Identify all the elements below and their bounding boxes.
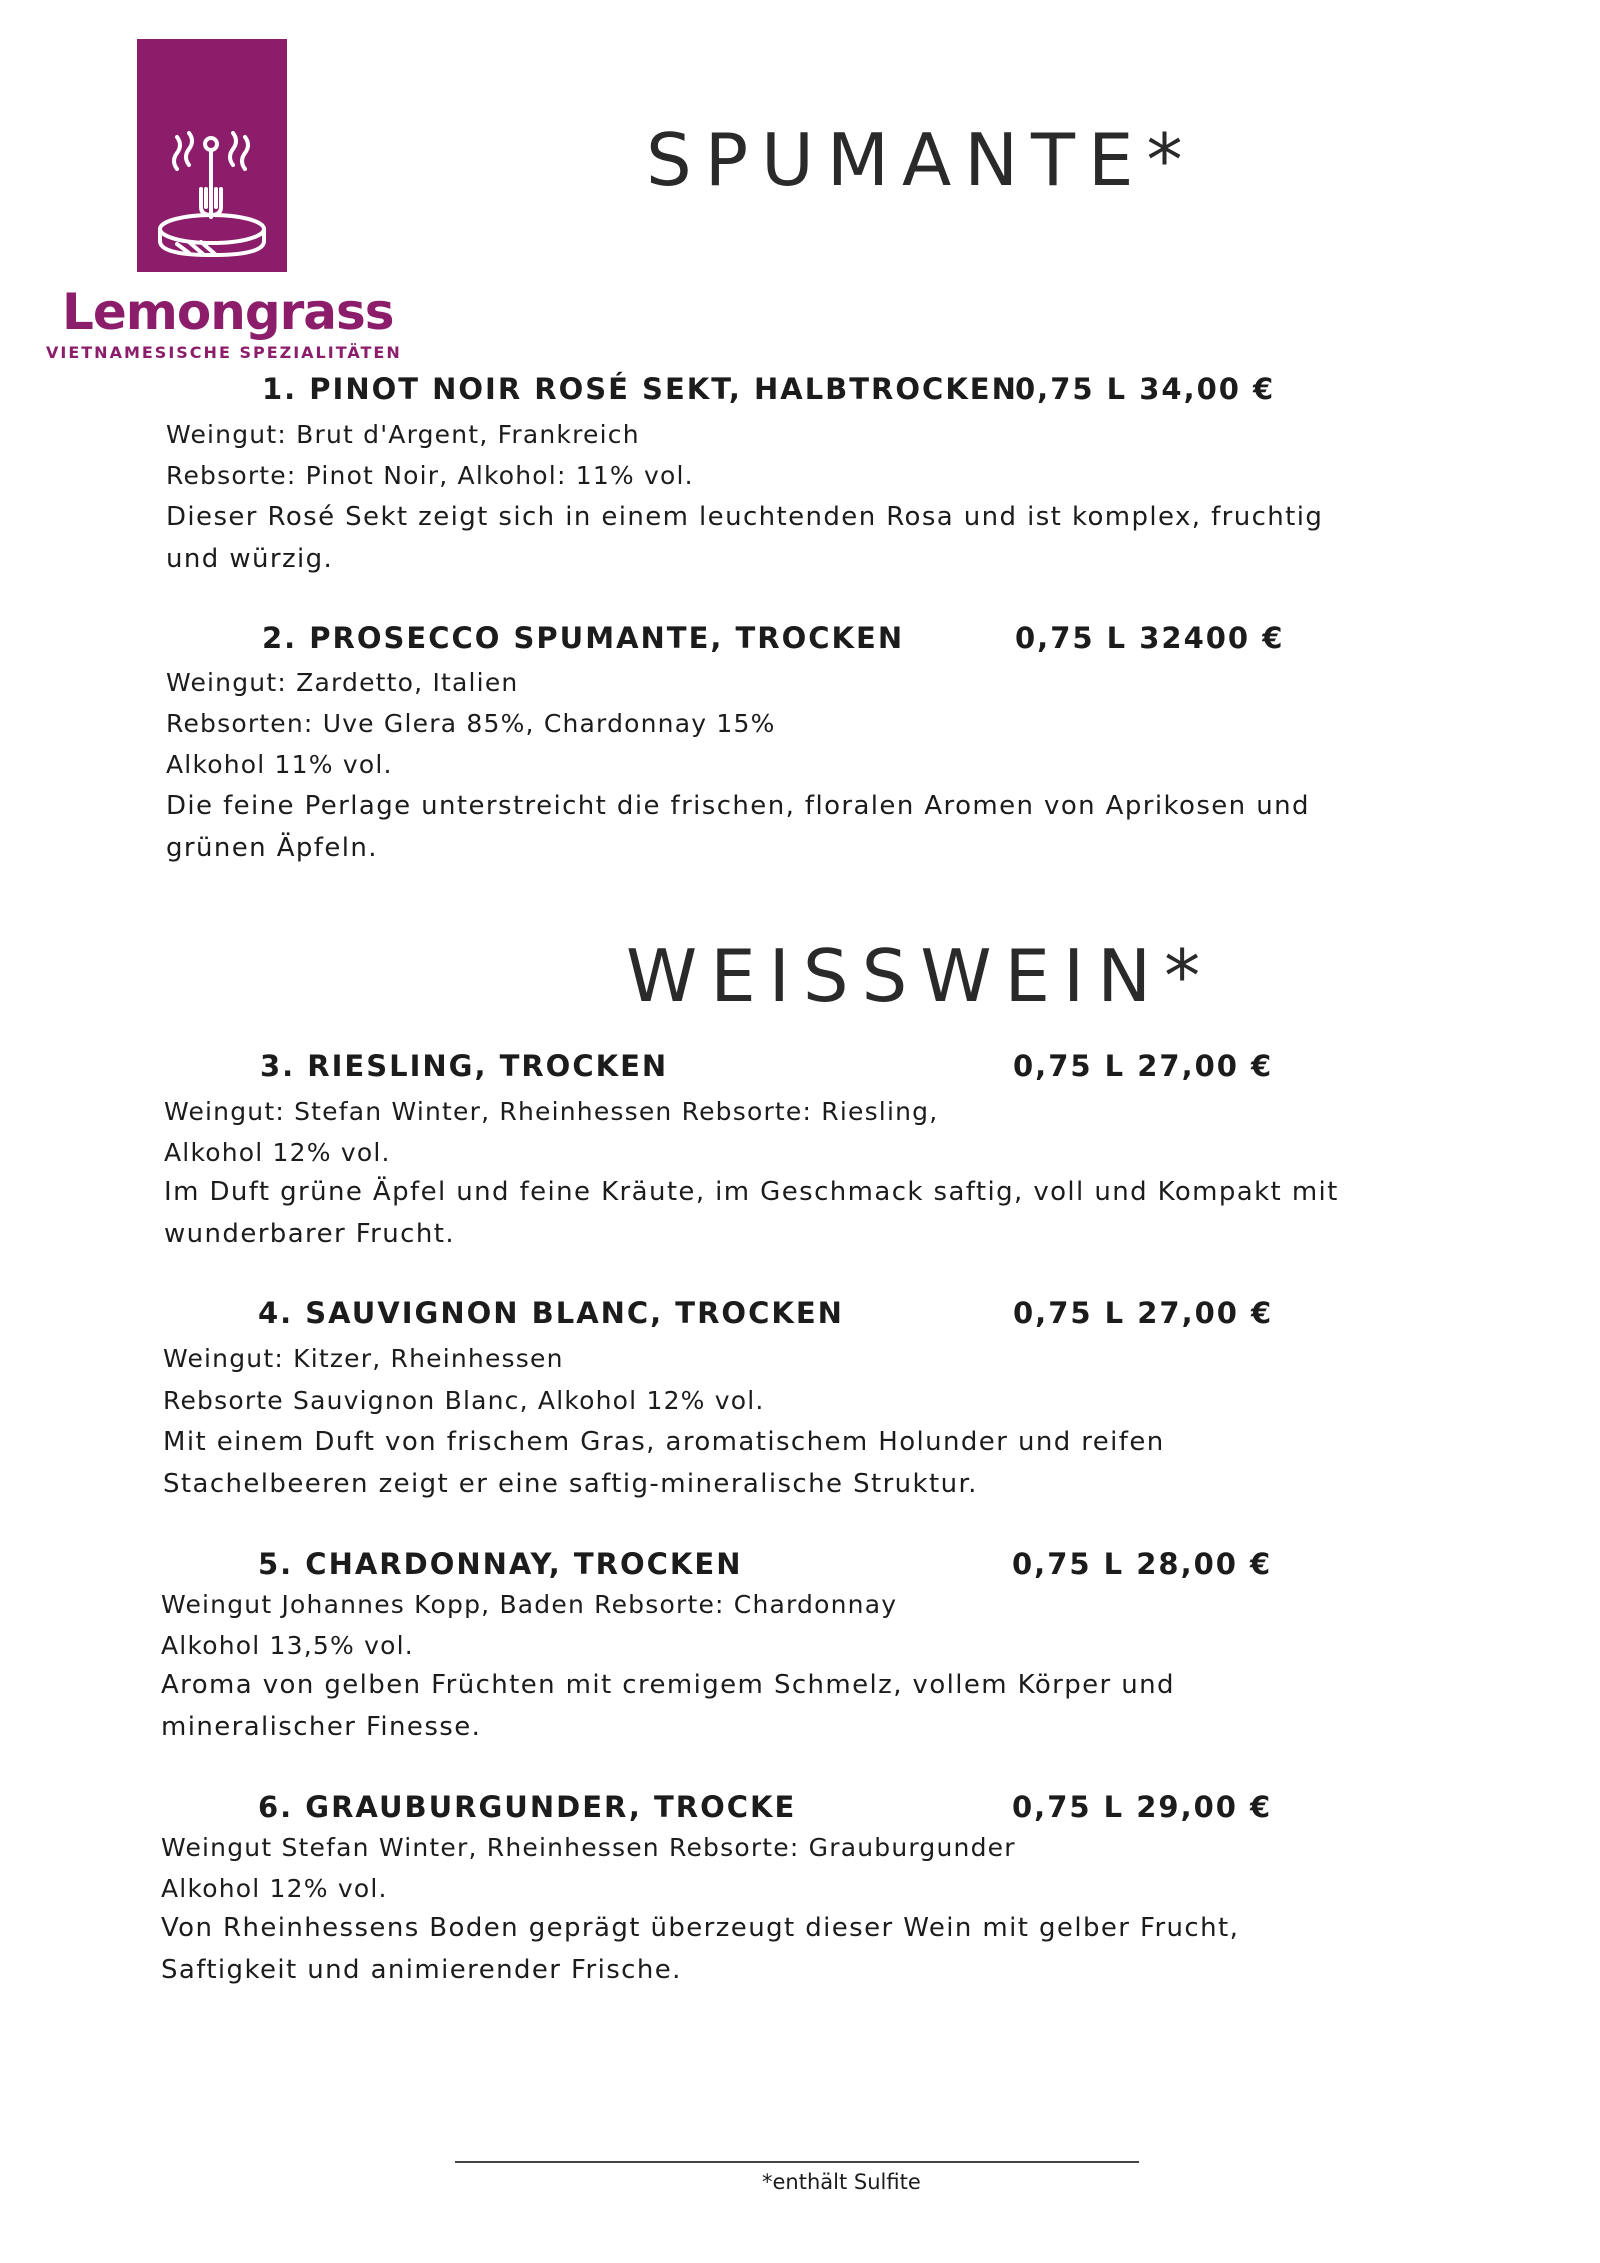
section-title-weisswein: WEISSWEIN* bbox=[626, 934, 1214, 1018]
item-detail: Rebsorten: Uve Glera 85%, Chardonnay 15% bbox=[166, 709, 776, 738]
item-detail: Weingut Stefan Winter, Rheinhessen Rebsorte: Grauburgunder bbox=[161, 1833, 1016, 1862]
brand-tagline: VIETNAMESISCHE SPEZIALITÄTEN bbox=[46, 343, 402, 362]
footer-note: *enthält Sulfite bbox=[762, 2170, 921, 2194]
item-description: Mit einem Duft von frischem Gras, aromatischem Holunder und reifen Stachelbeeren zeigt er eine saftig-mineralische Struktur. bbox=[163, 1427, 1165, 1499]
footer-divider bbox=[455, 2161, 1139, 2163]
item-description: Aroma von gelben Früchten mit cremigem Schmelz, vollem Körper und mineralischer Finesse. bbox=[161, 1670, 1175, 1742]
item-detail: Weingut: Kitzer, Rheinhessen bbox=[163, 1344, 564, 1373]
item-description: Die feine Perlage unterstreicht die frischen, floralen Aromen von Aprikosen und grünen Äpfeln. bbox=[166, 791, 1310, 863]
item-description: Dieser Rosé Sekt zeigt sich in einem leuchtenden Rosa und ist komplex, fruchtig und würzig. bbox=[166, 502, 1324, 574]
item-detail: Weingut Johannes Kopp, Baden Rebsorte: Chardonnay bbox=[161, 1590, 898, 1619]
item-title: 6. GRAUBURGUNDER, TROCKE bbox=[258, 1790, 797, 1824]
item-title: 1. PINOT NOIR ROSÉ SEKT, HALBTROCKEN bbox=[262, 372, 1018, 406]
section-title-spumante: SPUMANTE* bbox=[646, 118, 1196, 202]
item-detail: Alkohol 13,5% vol. bbox=[161, 1631, 414, 1660]
item-description: Im Duft grüne Äpfel und feine Kräute, im Geschmack saftig, voll und Kompakt mit wunderbarer Frucht. bbox=[164, 1177, 1339, 1249]
item-title: 3. RIESLING, TROCKEN bbox=[260, 1049, 669, 1083]
item-title: 2. PROSECCO SPUMANTE, TROCKEN bbox=[262, 621, 905, 655]
item-price: 0,75 L 34,00 € bbox=[1015, 372, 1276, 406]
item-detail: Rebsorte Sauvignon Blanc, Alkohol 12% vol. bbox=[163, 1386, 765, 1415]
item-price: 0,75 L 27,00 € bbox=[1013, 1296, 1274, 1330]
item-description: Von Rheinhessens Boden geprägt überzeugt dieser Wein mit gelber Frucht, Saftigkeit und animierender Frische. bbox=[161, 1913, 1240, 1985]
item-detail: Weingut: Brut d'Argent, Frankreich bbox=[166, 420, 640, 449]
item-detail: Weingut: Zardetto, Italien bbox=[166, 668, 519, 697]
item-price: 0,75 L 27,00 € bbox=[1013, 1049, 1274, 1083]
logo bbox=[137, 39, 287, 272]
item-detail: Alkohol 12% vol. bbox=[161, 1874, 388, 1903]
item-title: 5. CHARDONNAY, TROCKEN bbox=[258, 1547, 743, 1581]
item-price: 0,75 L 32400 € bbox=[1015, 621, 1285, 655]
item-detail: Alkohol 11% vol. bbox=[166, 750, 393, 779]
brand-name: Lemongrass bbox=[62, 283, 394, 341]
item-detail: Rebsorte: Pinot Noir, Alkohol: 11% vol. bbox=[166, 461, 694, 490]
fork-and-plate-icon bbox=[137, 39, 287, 272]
item-title: 4. SAUVIGNON BLANC, TROCKEN bbox=[258, 1296, 844, 1330]
item-price: 0,75 L 28,00 € bbox=[1012, 1547, 1273, 1581]
item-price: 0,75 L 29,00 € bbox=[1012, 1790, 1273, 1824]
item-detail: Alkohol 12% vol. bbox=[164, 1138, 391, 1167]
item-detail: Weingut: Stefan Winter, Rheinhessen Rebsorte: Riesling, bbox=[164, 1097, 939, 1126]
